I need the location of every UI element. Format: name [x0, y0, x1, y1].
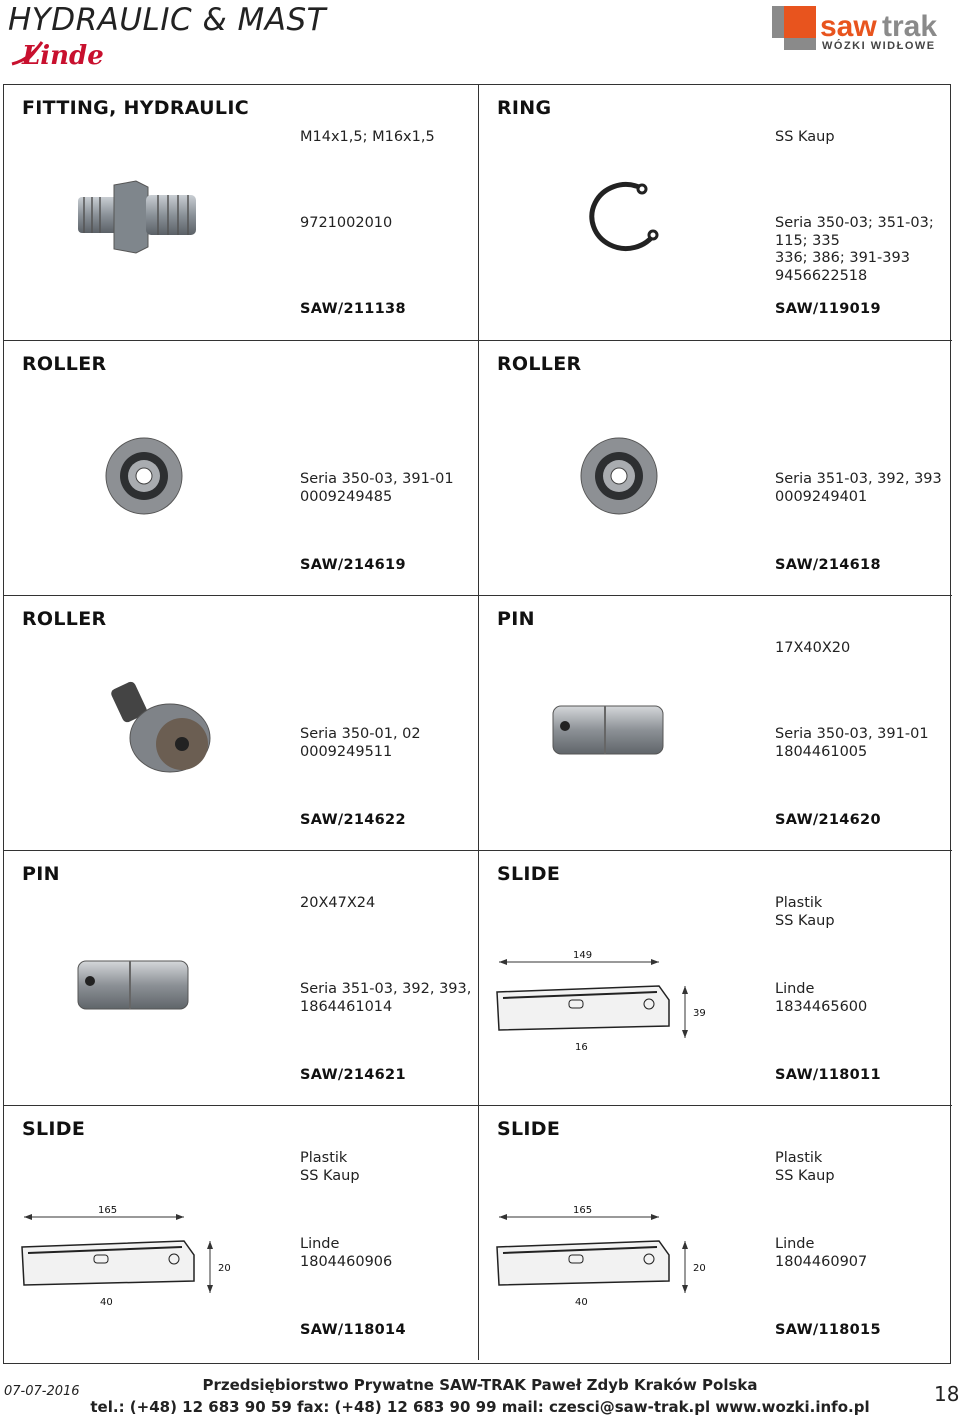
- part-series: Linde 1834465600: [775, 981, 868, 1015]
- parts-grid: [3, 84, 951, 1364]
- slide-image: [489, 1201, 719, 1315]
- part-name: PIN: [497, 608, 535, 630]
- part-name: FITTING, HYDRAULIC: [22, 97, 249, 119]
- part-spec: M14x1,5; M16x1,5: [300, 129, 435, 145]
- part-name: RING: [497, 97, 552, 119]
- part-name: SLIDE: [497, 1118, 561, 1140]
- part-cell: [478, 1105, 952, 1360]
- dimension-label: 20: [693, 1263, 706, 1274]
- part-series: Seria 350-03, 391-01 0009249485: [300, 471, 454, 505]
- part-code: SAW/214621: [300, 1067, 406, 1083]
- dimension-label: 20: [218, 1263, 231, 1274]
- part-series: Seria 350-03; 351-03; 115; 335 336; 386; 391-393 9456622518: [775, 215, 934, 284]
- svg-text:trak: trak: [882, 10, 938, 43]
- part-spec: 20X47X24: [300, 895, 376, 911]
- fitting-image: [74, 177, 204, 261]
- part-code: SAW/118015: [775, 1322, 881, 1338]
- dimension-label: 165: [573, 1205, 593, 1216]
- part-series: Linde 1804460907: [775, 1236, 868, 1270]
- part-cell: [478, 850, 952, 1105]
- footer-contact: tel.: (+48) 12 683 90 59 fax: (+48) 12 683 90 99 mail: czesci@saw-trak.pl www.wozki.info.pl: [90, 1398, 870, 1416]
- sawtrak-logo: [770, 4, 954, 52]
- part-cell: [4, 850, 478, 1105]
- page-number: 18: [934, 1382, 960, 1406]
- part-spec: Plastik SS Kaup: [775, 1150, 835, 1184]
- dimension-label: 165: [98, 1205, 118, 1216]
- pin-image: [74, 951, 194, 1025]
- part-cell: [478, 340, 952, 595]
- part-code: SAW/119019: [775, 301, 881, 317]
- part-series: Seria 351-03, 392, 393, 1864461014: [300, 981, 472, 1015]
- linde-logo: [8, 40, 104, 68]
- slide-image: [14, 1201, 244, 1315]
- part-spec: Plastik SS Kaup: [300, 1150, 360, 1184]
- part-cell: [478, 85, 952, 340]
- dimension-label: 149: [573, 950, 593, 961]
- part-spec: Plastik SS Kaup: [775, 895, 835, 929]
- svg-text:Linde: Linde: [22, 41, 104, 68]
- part-code: SAW/214620: [775, 812, 881, 828]
- part-series: Linde 1804460906: [300, 1236, 393, 1270]
- part-code: SAW/211138: [300, 301, 406, 317]
- part-code: SAW/214622: [300, 812, 406, 828]
- dimension-label: 16: [575, 1042, 588, 1053]
- part-series: 9721002010: [300, 215, 393, 231]
- part-name: ROLLER: [497, 353, 582, 375]
- dimension-label: 40: [100, 1297, 113, 1308]
- footer-company: Przedsiębiorstwo Prywatne SAW-TRAK Paweł Zdyb Kraków Polska: [202, 1376, 758, 1394]
- svg-text:saw: saw: [820, 10, 877, 43]
- ring-image: [579, 177, 669, 261]
- part-name: PIN: [22, 863, 60, 885]
- part-cell: [4, 1105, 478, 1360]
- part-spec: 17X40X20: [775, 640, 851, 656]
- part-code: SAW/214618: [775, 557, 881, 573]
- pin-image: [549, 696, 669, 770]
- dimension-label: 40: [575, 1297, 588, 1308]
- footer-date: 07-07-2016: [4, 1384, 80, 1399]
- part-spec: SS Kaup: [775, 129, 835, 145]
- stud-roller-image: [104, 678, 214, 782]
- part-name: ROLLER: [22, 353, 107, 375]
- part-cell: [478, 595, 952, 850]
- roller-image: [104, 436, 184, 520]
- part-name: ROLLER: [22, 608, 107, 630]
- part-name: SLIDE: [22, 1118, 86, 1140]
- part-code: SAW/118011: [775, 1067, 881, 1083]
- part-series: Seria 351-03, 392, 393 0009249401: [775, 471, 942, 505]
- part-name: SLIDE: [497, 863, 561, 885]
- part-series: Seria 350-03, 391-01 1804461005: [775, 726, 929, 760]
- part-cell: [4, 85, 478, 340]
- part-series: Seria 350-01, 02 0009249511: [300, 726, 421, 760]
- roller-image: [579, 436, 659, 520]
- slide-image: [489, 946, 719, 1060]
- page-title: HYDRAULIC & MAST: [8, 2, 327, 38]
- part-code: SAW/214619: [300, 557, 406, 573]
- part-cell: [4, 595, 478, 850]
- svg-text:WÓZKI WIDŁOWE: WÓZKI WIDŁOWE: [822, 40, 936, 52]
- part-code: SAW/118014: [300, 1322, 406, 1338]
- dimension-label: 39: [693, 1008, 706, 1019]
- part-cell: [4, 340, 478, 595]
